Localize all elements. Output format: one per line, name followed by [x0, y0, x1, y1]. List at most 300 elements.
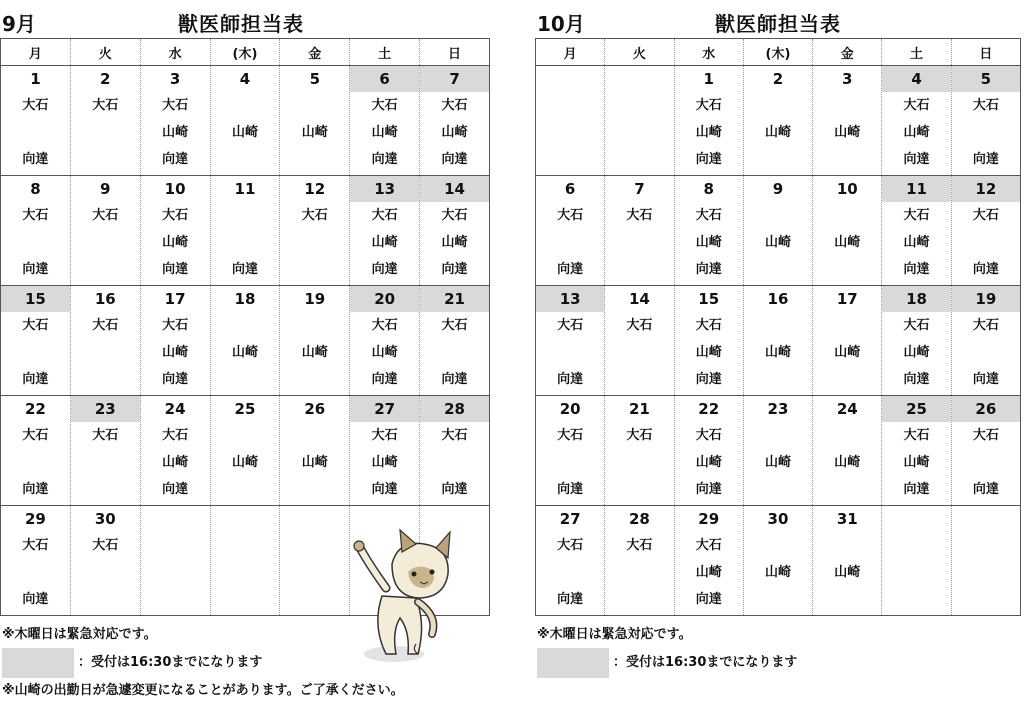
vet-name: 大石 — [903, 318, 930, 333]
day-number — [605, 66, 673, 92]
vet-name — [813, 532, 881, 559]
vet-name: 向達 — [371, 152, 398, 167]
weekday-header: 火 — [70, 39, 140, 66]
vet-name — [211, 422, 280, 449]
week-row — [536, 66, 1021, 176]
day-cell — [210, 506, 280, 616]
week-row — [536, 176, 1021, 286]
vet-name — [744, 422, 812, 449]
day-number: 13 — [350, 176, 419, 202]
vet-name: 山崎 — [764, 565, 791, 580]
vet-name — [280, 532, 349, 559]
vet-name — [813, 366, 881, 393]
reception-note-text: ：受付は16:30までになります — [613, 655, 798, 670]
vet-name — [280, 256, 349, 283]
vet-name: 向達 — [557, 482, 584, 497]
vet-name — [71, 586, 140, 613]
page-title: 獣医師担当表 — [178, 12, 304, 36]
vet-name — [280, 92, 349, 119]
day-cell — [674, 66, 743, 176]
day-number: 18 — [882, 286, 950, 312]
vet-name — [141, 586, 210, 613]
vet-name: 大石 — [162, 208, 189, 223]
calendar-header — [0, 6, 490, 38]
vet-name — [813, 312, 881, 339]
weekday-header-row — [536, 39, 1021, 66]
day-cell — [951, 66, 1020, 176]
reception-note — [537, 648, 797, 678]
day-number: 7 — [634, 180, 645, 198]
vet-name: 山崎 — [834, 455, 861, 470]
vet-name: 大石 — [371, 208, 398, 223]
vet-name: 向達 — [695, 262, 722, 277]
vet-name: 山崎 — [764, 235, 791, 250]
vet-name — [813, 586, 881, 613]
day-number: 19 — [952, 286, 1020, 312]
vet-name — [71, 229, 140, 256]
vet-name: 向達 — [903, 482, 930, 497]
thursday-note: ※木曜日は緊急対応です。 — [2, 627, 157, 642]
weekday-header: 水 — [140, 39, 210, 66]
vet-name: 大石 — [972, 98, 999, 113]
day-cell — [420, 176, 490, 286]
vet-name: 大石 — [972, 428, 999, 443]
vet-name — [605, 366, 673, 393]
day-cell — [605, 506, 674, 616]
vet-name: 向達 — [22, 372, 49, 387]
week-row — [1, 396, 490, 506]
day-number: 12 — [952, 176, 1020, 202]
vet-name: 山崎 — [903, 345, 930, 360]
vet-name — [813, 256, 881, 283]
vet-name: 山崎 — [441, 125, 468, 140]
reception-note — [2, 648, 404, 678]
vet-name: 向達 — [371, 262, 398, 277]
vet-name: 大石 — [22, 428, 49, 443]
vet-name: 山崎 — [764, 455, 791, 470]
vet-name — [1, 119, 70, 146]
vet-name: 山崎 — [903, 455, 930, 470]
vet-name: 大石 — [92, 318, 119, 333]
vet-name: 大石 — [626, 538, 653, 553]
vet-name — [605, 476, 673, 503]
cat-illustration — [352, 526, 464, 671]
vet-name: 山崎 — [695, 565, 722, 580]
day-cell — [743, 506, 812, 616]
vet-name: 向達 — [162, 372, 189, 387]
vet-name: 山崎 — [231, 455, 258, 470]
weekday-header: (木) — [210, 39, 280, 66]
weekday-header: 月 — [536, 39, 605, 66]
vet-name: 大石 — [92, 428, 119, 443]
weekday-header-row — [1, 39, 490, 66]
vet-name: 山崎 — [903, 235, 930, 250]
vet-name — [71, 449, 140, 476]
vet-name: 山崎 — [162, 125, 189, 140]
gray-legend-swatch — [537, 648, 609, 678]
vet-name: 向達 — [441, 152, 468, 167]
vet-name — [744, 366, 812, 393]
vet-name — [1, 229, 70, 256]
vet-name: 山崎 — [371, 455, 398, 470]
day-number — [536, 66, 604, 92]
vet-name: 向達 — [371, 372, 398, 387]
vet-name — [605, 229, 673, 256]
day-cell — [813, 396, 882, 506]
day-cell — [420, 396, 490, 506]
vet-name: 向達 — [162, 482, 189, 497]
day-cell — [140, 286, 210, 396]
day-number: 11 — [882, 176, 950, 202]
day-number: 13 — [536, 286, 604, 312]
weekday-header: 月 — [1, 39, 71, 66]
day-number: 12 — [304, 180, 326, 198]
calendar-body — [536, 66, 1021, 616]
vet-name: 向達 — [903, 262, 930, 277]
day-cell — [1, 176, 71, 286]
day-number: 24 — [836, 400, 858, 418]
month-label: 10月 — [537, 12, 585, 36]
vet-name: 大石 — [695, 98, 722, 113]
vet-name: 向達 — [371, 482, 398, 497]
vet-name — [813, 92, 881, 119]
vet-name — [882, 532, 950, 559]
vet-name: 大石 — [626, 428, 653, 443]
week-row — [536, 396, 1021, 506]
vet-name: 大石 — [162, 98, 189, 113]
day-number: 25 — [234, 400, 256, 418]
vet-name: 向達 — [972, 482, 999, 497]
vet-name — [71, 339, 140, 366]
vet-name — [744, 312, 812, 339]
week-row — [1, 66, 490, 176]
month-label: 9月 — [2, 12, 36, 36]
day-number: 17 — [836, 290, 858, 308]
day-cell — [813, 66, 882, 176]
day-number: 2 — [100, 70, 111, 88]
vet-name — [420, 449, 489, 476]
vet-name: 山崎 — [301, 455, 328, 470]
vet-name: 向達 — [972, 262, 999, 277]
vet-name — [280, 559, 349, 586]
day-cell — [743, 286, 812, 396]
vet-name — [744, 92, 812, 119]
vet-name — [211, 559, 280, 586]
day-number: 4 — [882, 66, 950, 92]
vet-name: 向達 — [441, 262, 468, 277]
vet-name: 山崎 — [371, 235, 398, 250]
vet-name: 山崎 — [162, 235, 189, 250]
vet-name — [1, 559, 70, 586]
vet-name — [280, 422, 349, 449]
vet-name — [813, 146, 881, 173]
week-row — [1, 286, 490, 396]
day-cell — [882, 506, 951, 616]
day-cell — [951, 286, 1020, 396]
vet-name: 向達 — [557, 592, 584, 607]
week-row — [536, 506, 1021, 616]
day-number: 5 — [309, 70, 321, 88]
vet-name — [813, 422, 881, 449]
day-cell — [210, 176, 280, 286]
vet-name — [536, 92, 604, 119]
vet-name: 山崎 — [695, 125, 722, 140]
day-number: 28 — [628, 510, 650, 528]
day-cell — [140, 176, 210, 286]
gray-legend-swatch — [2, 648, 74, 678]
day-cell — [350, 286, 420, 396]
vet-name: 山崎 — [301, 345, 328, 360]
vet-name: 大石 — [557, 208, 584, 223]
day-number: 29 — [24, 510, 46, 528]
day-cell — [951, 396, 1020, 506]
vet-name: 大石 — [695, 208, 722, 223]
vet-name: 大石 — [441, 98, 468, 113]
vet-name: 向達 — [441, 482, 468, 497]
day-number: 20 — [559, 400, 581, 418]
day-cell — [280, 66, 350, 176]
vet-name: 山崎 — [764, 125, 791, 140]
day-number: 4 — [239, 70, 251, 88]
weekday-header: 土 — [350, 39, 420, 66]
vet-name: 大石 — [92, 538, 119, 553]
day-cell — [70, 396, 140, 506]
vet-name — [744, 256, 812, 283]
vet-name — [280, 476, 349, 503]
vet-name — [211, 366, 280, 393]
weekday-header: 土 — [882, 39, 951, 66]
day-cell — [951, 176, 1020, 286]
day-number: 21 — [420, 286, 489, 312]
day-number: 18 — [234, 290, 256, 308]
vet-name: 大石 — [441, 208, 468, 223]
vet-name: 向達 — [557, 262, 584, 277]
day-number: 31 — [836, 510, 858, 528]
vet-name — [1, 339, 70, 366]
day-cell — [743, 396, 812, 506]
day-cell — [882, 66, 951, 176]
vet-name — [605, 559, 673, 586]
calendar-september — [0, 6, 490, 616]
day-number: 3 — [842, 70, 853, 88]
day-cell — [536, 176, 605, 286]
vet-name: 山崎 — [834, 565, 861, 580]
day-number — [952, 506, 1020, 532]
day-cell — [813, 176, 882, 286]
vet-name — [605, 339, 673, 366]
vet-name: 大石 — [301, 208, 328, 223]
vet-name: 大石 — [557, 318, 584, 333]
vet-name — [605, 586, 673, 613]
vet-name: 向達 — [972, 152, 999, 167]
vet-name — [280, 366, 349, 393]
vet-name: 向達 — [22, 592, 49, 607]
vet-name — [605, 449, 673, 476]
vet-name: 大石 — [695, 318, 722, 333]
weekday-header: 火 — [605, 39, 674, 66]
calendar-table — [535, 38, 1021, 616]
day-number: 28 — [420, 396, 489, 422]
day-number: 7 — [420, 66, 489, 92]
vet-name: 大石 — [557, 428, 584, 443]
vet-name — [605, 146, 673, 173]
vet-name: 向達 — [22, 482, 49, 497]
vet-name — [744, 586, 812, 613]
day-cell — [882, 396, 951, 506]
day-cell — [420, 286, 490, 396]
vet-name: 山崎 — [834, 235, 861, 250]
vet-name — [211, 476, 280, 503]
day-cell — [140, 396, 210, 506]
day-cell — [536, 286, 605, 396]
day-cell — [605, 66, 674, 176]
vet-name — [211, 532, 280, 559]
vet-name: 山崎 — [162, 345, 189, 360]
day-number: 17 — [164, 290, 186, 308]
day-number: 26 — [304, 400, 326, 418]
vet-name — [813, 202, 881, 229]
day-cell — [210, 66, 280, 176]
vet-name — [1, 449, 70, 476]
vet-name — [211, 586, 280, 613]
vet-name — [605, 256, 673, 283]
day-number: 22 — [698, 400, 720, 418]
vet-name: 山崎 — [301, 125, 328, 140]
vet-name: 大石 — [441, 318, 468, 333]
vet-name — [211, 312, 280, 339]
day-cell — [280, 176, 350, 286]
vet-name — [280, 312, 349, 339]
vet-name — [71, 476, 140, 503]
week-row — [1, 176, 490, 286]
vet-name: 大石 — [626, 208, 653, 223]
day-cell — [743, 66, 812, 176]
vet-name: 山崎 — [231, 125, 258, 140]
vet-name: 向達 — [695, 592, 722, 607]
vet-name: 山崎 — [162, 455, 189, 470]
vet-name — [536, 339, 604, 366]
vet-name — [605, 92, 673, 119]
vet-name — [952, 559, 1020, 586]
day-number: 22 — [24, 400, 46, 418]
vet-name — [952, 229, 1020, 256]
day-cell — [1, 66, 71, 176]
day-cell — [813, 506, 882, 616]
vet-name: 向達 — [162, 262, 189, 277]
reception-note-text: ：受付は16:30までになります — [78, 655, 263, 670]
vet-name — [882, 586, 950, 613]
vet-name — [71, 366, 140, 393]
vet-name: 山崎 — [834, 345, 861, 360]
vet-name — [71, 559, 140, 586]
vet-name: 大石 — [371, 428, 398, 443]
vet-name — [744, 476, 812, 503]
vet-name: 山崎 — [231, 345, 258, 360]
vet-name — [952, 119, 1020, 146]
day-cell — [674, 176, 743, 286]
day-cell — [813, 286, 882, 396]
vet-name: 山崎 — [834, 125, 861, 140]
day-number: 25 — [882, 396, 950, 422]
vet-name — [813, 476, 881, 503]
day-number: 23 — [71, 396, 140, 422]
vet-name: 大石 — [22, 208, 49, 223]
vet-name — [211, 92, 280, 119]
day-cell — [280, 396, 350, 506]
vet-name: 山崎 — [695, 455, 722, 470]
day-number: 23 — [767, 400, 789, 418]
day-number: 6 — [350, 66, 419, 92]
vet-name: 山崎 — [695, 235, 722, 250]
day-cell — [140, 66, 210, 176]
vet-name: 大石 — [626, 318, 653, 333]
day-number: 5 — [952, 66, 1020, 92]
weekday-header: 金 — [280, 39, 350, 66]
vet-name — [744, 146, 812, 173]
day-number: 15 — [698, 290, 720, 308]
day-cell — [350, 396, 420, 506]
vet-name: 大石 — [92, 208, 119, 223]
vet-name: 大石 — [557, 538, 584, 553]
vet-name — [536, 119, 604, 146]
vet-name — [71, 256, 140, 283]
vet-name — [280, 146, 349, 173]
day-number: 9 — [772, 180, 784, 198]
vet-name — [280, 586, 349, 613]
notes-left — [2, 622, 404, 704]
vet-name — [952, 532, 1020, 559]
day-number — [882, 506, 950, 532]
day-number — [280, 506, 349, 532]
vet-name: 向達 — [903, 152, 930, 167]
day-cell — [605, 176, 674, 286]
vet-name: 大石 — [972, 318, 999, 333]
vet-name: 山崎 — [903, 125, 930, 140]
vet-name: 大石 — [903, 208, 930, 223]
vet-name: 大石 — [903, 98, 930, 113]
day-number: 2 — [772, 70, 784, 88]
vet-name: 大石 — [22, 538, 49, 553]
vet-name: 向達 — [695, 372, 722, 387]
vet-name — [952, 586, 1020, 613]
yamazaki-note: ※山崎の出勤日が急遽変更になることがあります。ご了承ください。 — [2, 683, 404, 698]
vet-name: 向達 — [557, 372, 584, 387]
vet-name — [211, 146, 280, 173]
day-cell — [70, 66, 140, 176]
day-number: 10 — [836, 180, 858, 198]
week-row — [536, 286, 1021, 396]
vet-name: 大石 — [371, 98, 398, 113]
weekday-header: (木) — [743, 39, 812, 66]
vet-name — [536, 229, 604, 256]
vet-name: 大石 — [22, 318, 49, 333]
day-number: 26 — [952, 396, 1020, 422]
vet-name: 山崎 — [441, 235, 468, 250]
vet-name — [141, 559, 210, 586]
vet-name — [211, 202, 280, 229]
vet-name: 大石 — [972, 208, 999, 223]
vet-name — [744, 202, 812, 229]
vet-name — [882, 559, 950, 586]
vet-name — [71, 119, 140, 146]
vet-name — [141, 532, 210, 559]
calendar-header — [535, 6, 1021, 38]
day-number: 19 — [304, 290, 326, 308]
weekday-header: 水 — [674, 39, 743, 66]
day-number: 16 — [94, 290, 116, 308]
day-number: 11 — [234, 180, 256, 198]
day-cell — [210, 396, 280, 506]
